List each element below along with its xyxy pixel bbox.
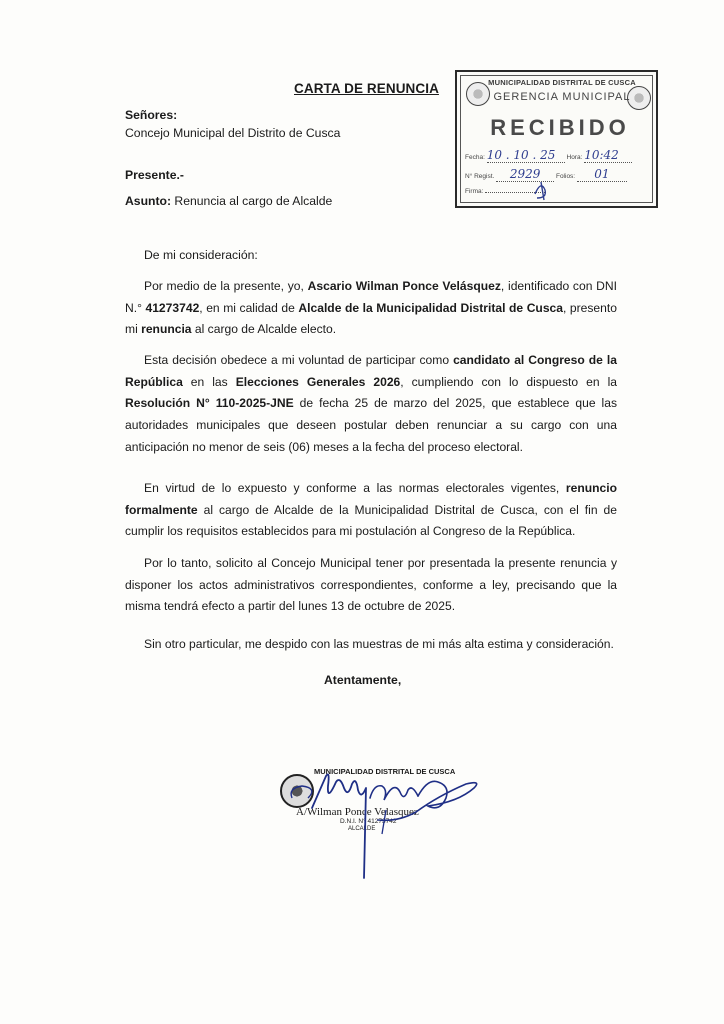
p1-position: Alcalde de la Municipalidad Distrital de Cusca — [298, 300, 563, 315]
p2-text-c: en las — [182, 374, 236, 389]
stamp-status: RECIBIDO — [490, 115, 630, 140]
paragraph-5: Sin otro particular, me despido con las muestras de mi más alta estima y consideración. — [144, 637, 614, 651]
stamp-fecha-value: 10 . 10 . 25 — [486, 148, 556, 162]
p1-text-g: , presento mi — [125, 300, 617, 337]
stamp-folios-value: 01 — [594, 167, 610, 181]
asunto-text: Renuncia al cargo de Alcalde — [171, 194, 333, 208]
p1-renuncia: renuncia — [141, 322, 192, 337]
p2-text-g: de fecha 25 de marzo del 2025, que establece que las autoridades municipales que deseen postular deben renunciar a su cargo con una anticipación no menor de seis (06) meses a la fecha del proceso electoral. — [125, 396, 617, 454]
p3-text-c: al cargo de Alcalde de la Municipalidad Distrital de Cusca, con el fin de cumplir los requisitos establecidos para mi postulación al Congreso de la República. — [125, 502, 617, 539]
p1-text-i: al cargo de Alcalde electo. — [191, 322, 337, 337]
asunto-label: Asunto: — [125, 194, 172, 208]
stamp-initials-icon — [457, 72, 657, 207]
paragraph-1 — [125, 276, 617, 341]
closing: Atentamente, — [324, 673, 402, 687]
signature-block — [278, 762, 488, 882]
p1-text-a: Por medio de la presente, yo, — [144, 279, 308, 293]
paragraph-3 — [125, 478, 617, 543]
stamp-hora-value: 10:42 — [584, 148, 619, 162]
p2-text-a: Esta decisión obedece a mi voluntad de participar como — [144, 353, 454, 367]
stamp-fecha-label: Fecha: — [465, 154, 485, 161]
stamp-registro-value: 2929 — [509, 167, 541, 181]
p1-dni: 41273742 — [145, 300, 200, 315]
p2-text-e: , cumpliendo con lo dispuesto en la — [400, 374, 618, 389]
stamp-office: GERENCIA MUNICIPAL — [493, 91, 631, 103]
p3-text-a: En virtud de lo expuesto y conforme a las normas electorales vigentes, — [144, 481, 566, 495]
stamp-institution: MUNICIPALIDAD DISTRITAL DE CUSCA — [488, 78, 636, 87]
stamp-firma-label: Firma: — [465, 188, 484, 195]
paragraph-2 — [125, 350, 617, 459]
p3-renuncio: renuncio formalmente — [125, 481, 617, 517]
document-title: CARTA DE RENUNCIA — [294, 81, 439, 96]
recipient: Concejo Municipal del Distrito de Cusca — [125, 126, 341, 140]
stamp-hora-label: Hora: — [566, 154, 583, 161]
p2-candidate: candidato al Congreso de la República — [125, 353, 617, 389]
greeting: De mi consideración: — [144, 248, 258, 262]
signature-role: ALCALDE — [348, 826, 376, 832]
presente-label: Presente.- — [125, 168, 184, 182]
reception-stamp — [455, 70, 658, 208]
signature-institution: MUNICIPALIDAD DISTRITAL DE CUSCA — [314, 767, 456, 776]
handwritten-signature-icon — [278, 762, 488, 882]
signature-name: A/Wilman Ponce Velasquez — [296, 806, 419, 818]
p1-name: Ascario Wilman Ponce Velásquez — [307, 279, 501, 293]
p2-elections: Elecciones Generales 2026 — [235, 374, 401, 389]
stamp-registro-label: N° Regist. — [465, 173, 495, 180]
paragraph-4: Por lo tanto, solicito al Concejo Municipal tener por presentada la presente renuncia y disponer los actos administrativos correspondientes, conforme a ley, precisando que la misma tendrá efecto a partir del lunes 13 de octubre de 2025. — [125, 556, 617, 614]
p2-resolution: Resolución N° 110-2025-JNE — [125, 396, 294, 411]
p1-text-e: , en mi calidad de — [199, 300, 299, 315]
stamp-folios-label: Folios: — [555, 173, 576, 180]
p1-text-c: , identificado con DNI N.° — [125, 279, 618, 315]
salutation: Señores: — [125, 108, 178, 122]
asunto-line — [125, 194, 332, 208]
signature-dni: D.N.I. N° 41273742 — [340, 818, 397, 825]
